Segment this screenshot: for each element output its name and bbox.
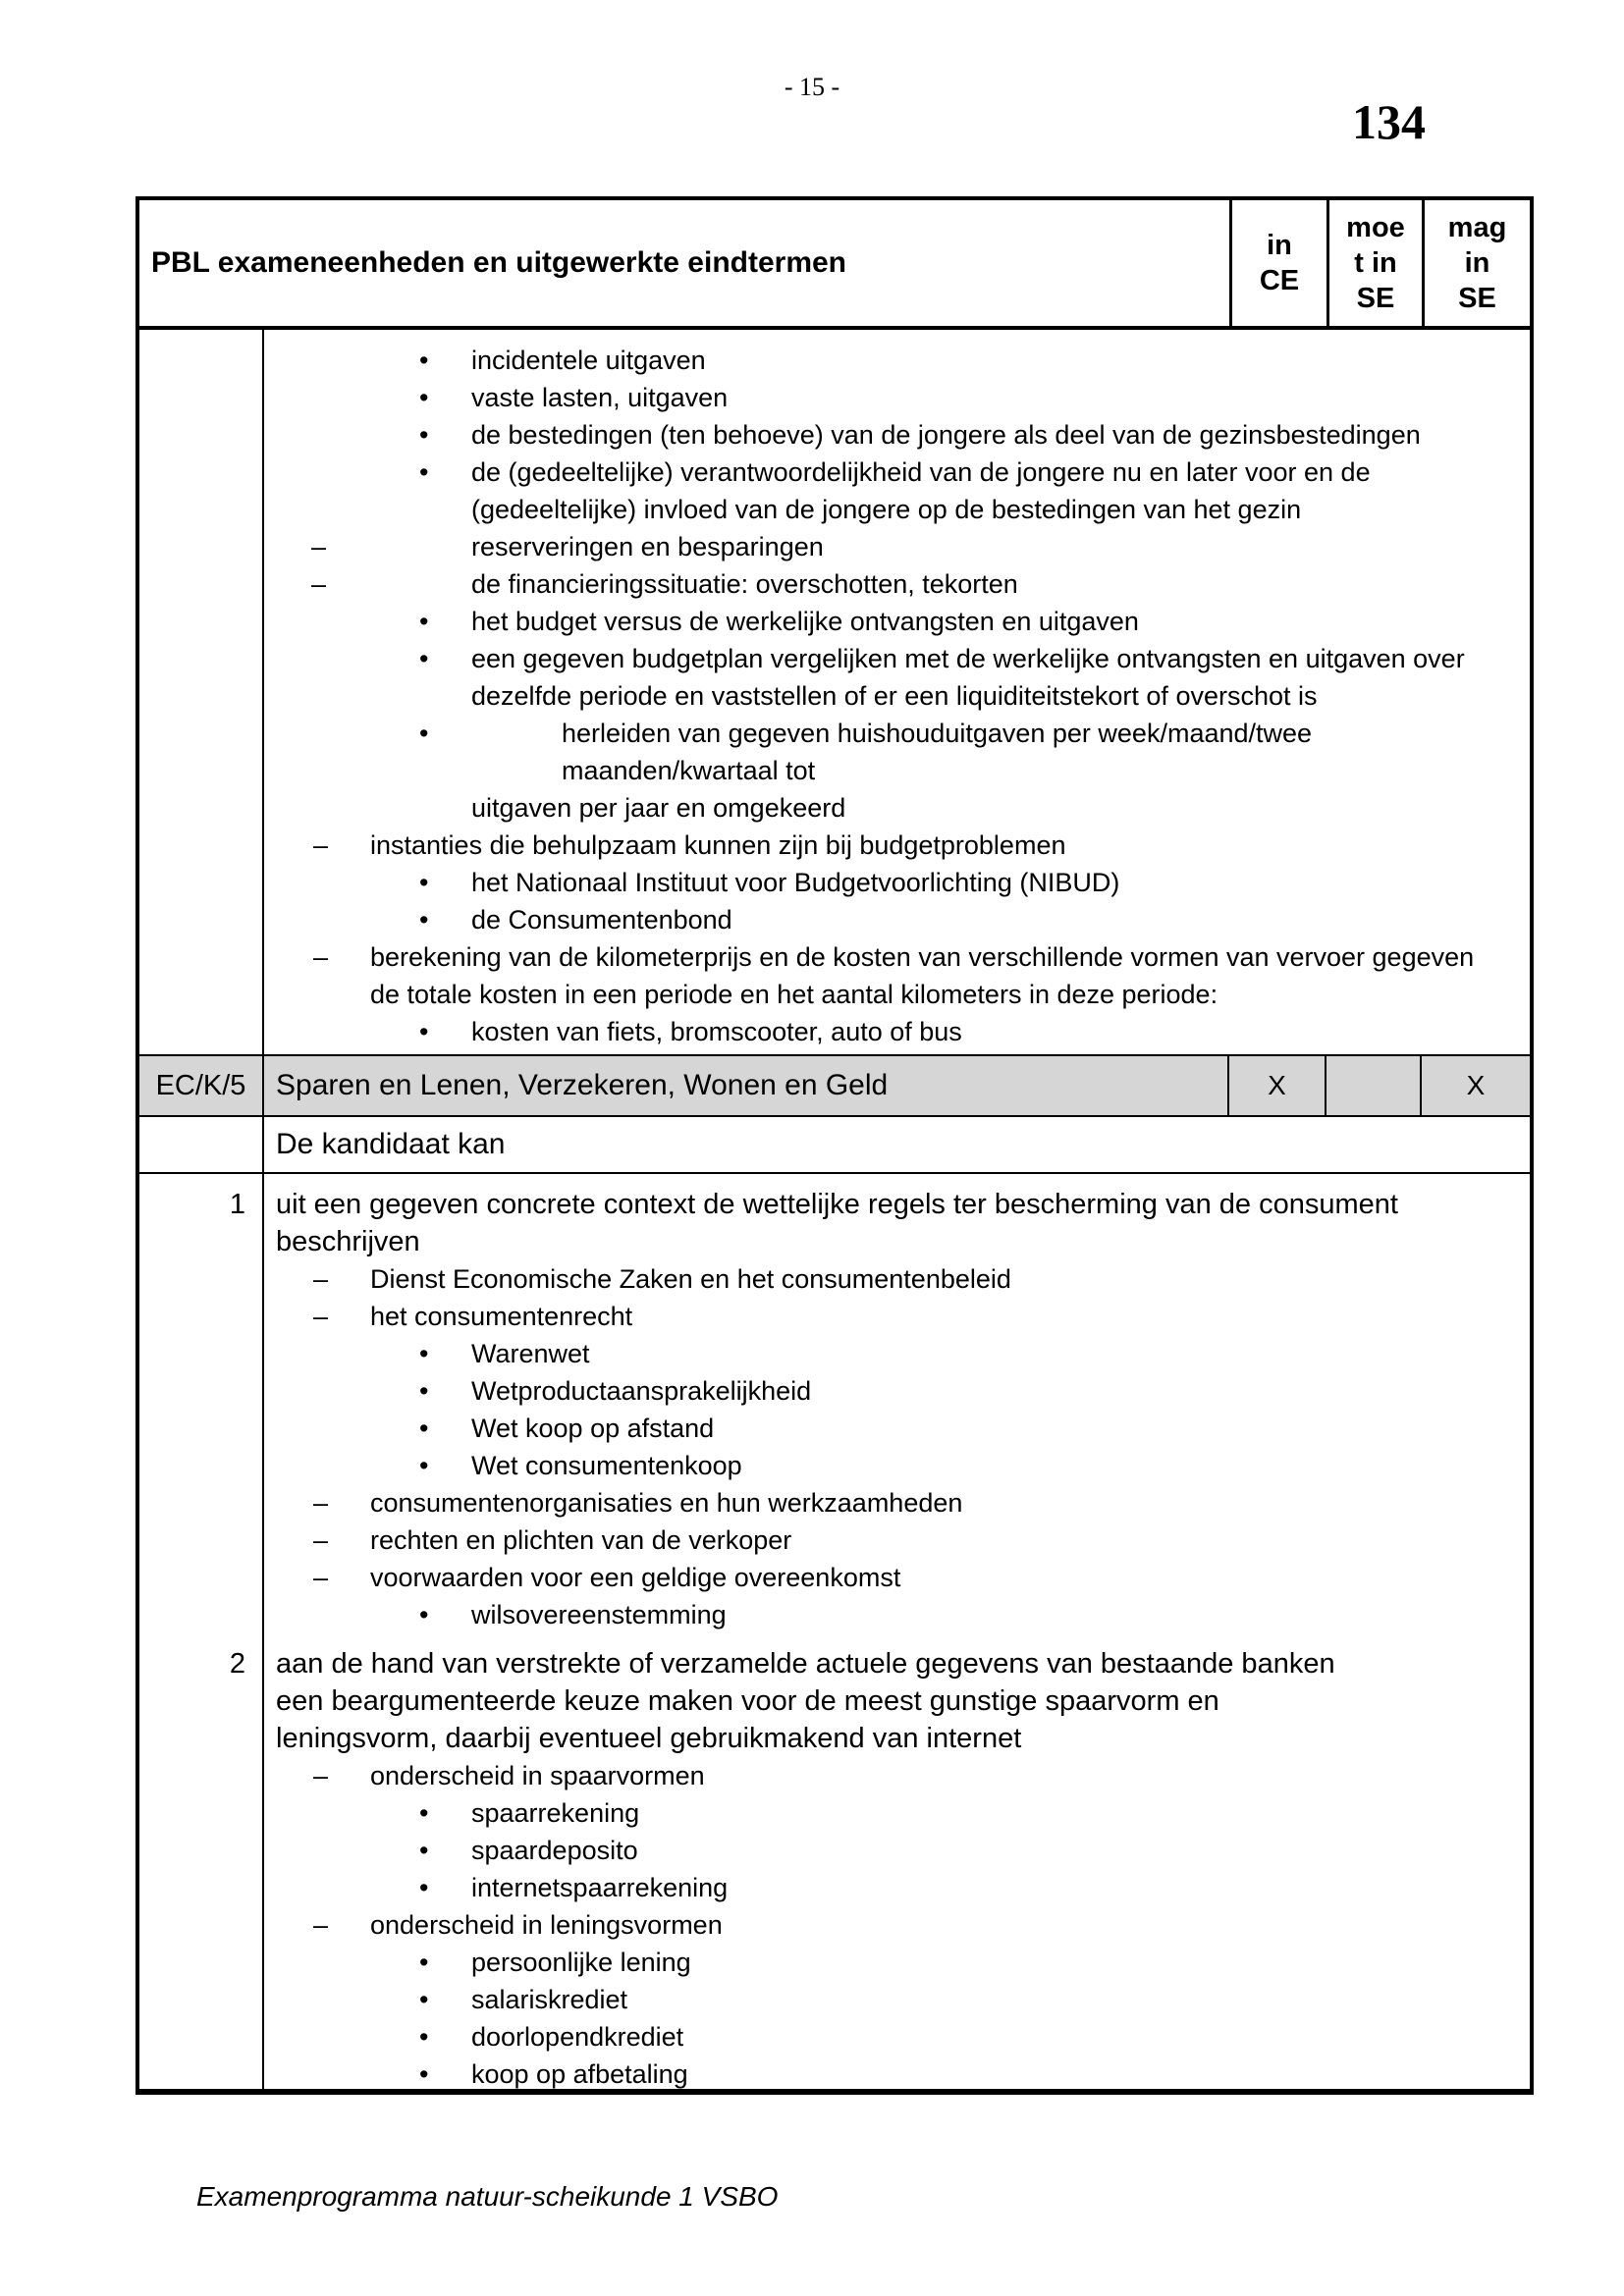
list-line: • doorlopendkrediet xyxy=(264,2018,1530,2056)
page-index-number: 134 xyxy=(1352,94,1426,149)
list-line: • Warenwet xyxy=(264,1335,1530,1372)
bullet-icon: • xyxy=(419,719,429,748)
list-line: • spaarrekening xyxy=(264,1794,1530,1832)
list-line: de totale kosten in een periode en het aantal kilometers in deze periode: xyxy=(370,980,1218,1009)
list-line: – reserveringen en besparingen xyxy=(264,528,1530,565)
list-line: • persoonlijke lening xyxy=(264,1944,1530,1981)
bullet-icon: • xyxy=(419,2022,429,2052)
dash-icon: – xyxy=(311,569,327,599)
list-line: • kosten van fiets, bromscooter, auto of bus xyxy=(264,1013,1530,1050)
list-line: • spaardeposito xyxy=(264,1832,1530,1869)
item-number: 1 xyxy=(229,1189,245,1220)
dash-icon: – xyxy=(313,1264,329,1294)
dash-icon: – xyxy=(313,830,329,860)
section-mark-in-ce: X xyxy=(1227,1056,1325,1115)
bullet-icon: • xyxy=(419,644,429,673)
dash-icon: – xyxy=(313,1488,329,1518)
dash-icon: – xyxy=(311,532,327,561)
list-line: • internetspaarrekening xyxy=(264,1869,1530,1906)
table-header-row xyxy=(139,200,1530,330)
bullet-icon: • xyxy=(419,905,429,934)
numbered-items-row xyxy=(139,1174,1530,2089)
bullet-icon: • xyxy=(419,2059,429,2089)
dash-icon: – xyxy=(313,1910,329,1940)
bullet-icon: • xyxy=(419,1985,429,2014)
list-line: • het budget versus de werkelijke ontvangsten en uitgaven xyxy=(264,603,1530,640)
col-header-in-ce xyxy=(1229,200,1326,326)
bullet-icon: • xyxy=(419,868,429,897)
col-header-moet-in-se-label: moet in SE xyxy=(1346,212,1405,314)
dash-icon: – xyxy=(313,1525,329,1555)
document-footer: Examenprogramma natuur-scheikunde 1 VSBO xyxy=(196,2181,779,2212)
list-line: • het Nationaal Instituut voor Budgetvoorlichting (NIBUD) xyxy=(264,864,1530,901)
page-number: - 15 - xyxy=(784,73,840,101)
numbered-item xyxy=(229,1645,1530,2089)
col-header-in-ce-label: in CE xyxy=(1259,230,1300,296)
list-line: – consumentenorganisaties en hun werkzaamheden xyxy=(264,1484,1530,1522)
list-line: • Wet consumentenkoop xyxy=(264,1447,1530,1484)
item-text-line: uit een gegeven concrete context de wettelijke regels ter bescherming van de consument xyxy=(276,1189,1398,1220)
bullet-icon: • xyxy=(419,1798,429,1828)
list-line: – instanties die behulpzaam kunnen zijn bij budgetproblemen xyxy=(264,827,1530,864)
bullet-icon: • xyxy=(419,346,429,375)
list-line: • de (gedeeltelijke) verantwoordelijkheid van de jongere nu en later voor en de xyxy=(264,454,1530,491)
bullet-icon: • xyxy=(419,1600,429,1629)
list-line: • een gegeven budgetplan vergelijken met de werkelijke ontvangsten en uitgaven over xyxy=(264,640,1530,677)
numbered-item xyxy=(229,1186,1530,1633)
bullet-icon: • xyxy=(419,1376,429,1406)
bullet-icon: • xyxy=(419,1339,429,1368)
bullet-icon: • xyxy=(419,1836,429,1865)
section-row-eck5 xyxy=(139,1056,1530,1117)
dash-icon: – xyxy=(313,1761,329,1790)
col-header-mag-in-se-label: mag in SE xyxy=(1447,212,1507,314)
intro-list xyxy=(264,330,1530,1054)
item-text-line: een beargumenteerde keuze maken voor de meest gunstige spaarvorm en xyxy=(276,1685,1219,1717)
dash-icon: – xyxy=(313,1302,329,1331)
item-text-line: aan de hand van verstrekte of verzamelde actuele gegevens van bestaande banken xyxy=(276,1648,1335,1680)
list-line: – onderscheid in leningsvormen xyxy=(264,1906,1530,1944)
list-line: • de bestedingen (ten behoeve) van de jongere als deel van de gezinsbestedingen xyxy=(264,416,1530,454)
section-mark-mag-in-se: X xyxy=(1420,1056,1530,1115)
list-line: maanden/kwartaal tot xyxy=(562,756,816,785)
list-line: – onderscheid in spaarvormen xyxy=(264,1757,1530,1794)
section-code: EC/K/5 xyxy=(155,1069,246,1101)
intro-list-row xyxy=(139,330,1530,1056)
list-line: • Wet koop op afstand xyxy=(264,1410,1530,1447)
list-line: • vaste lasten, uitgaven xyxy=(264,379,1530,416)
list-line: – rechten en plichten van de verkoper xyxy=(264,1522,1530,1559)
list-line: – voorwaarden voor een geldige overeenkomst xyxy=(264,1559,1530,1596)
list-line: • de Consumentenbond xyxy=(264,901,1530,938)
list-line: – de financieringssituatie: overschotten, tekorten xyxy=(264,565,1530,603)
candidate-row xyxy=(139,1117,1530,1174)
exam-units-table xyxy=(135,196,1534,2095)
section-mark-moet-in-se xyxy=(1325,1056,1420,1115)
col-header-moet-in-se xyxy=(1326,200,1422,326)
list-line: • wilsovereenstemming xyxy=(264,1596,1530,1633)
bullet-icon: • xyxy=(419,420,429,450)
section-title: Sparen en Lenen, Verzekeren, Wonen en Geld xyxy=(262,1056,1227,1115)
bullet-icon: • xyxy=(419,1873,429,1902)
list-line: (gedeeltelijke) invloed van de jongere op de bestedingen van het gezin xyxy=(471,495,1302,524)
bullet-icon: • xyxy=(419,383,429,412)
bullet-icon: • xyxy=(419,457,429,487)
dash-icon: – xyxy=(313,1563,329,1592)
list-line: – berekening van de kilometerprijs en de kosten van verschillende vormen van vervoer gegeven xyxy=(264,938,1530,976)
list-line: – Dienst Economische Zaken en het consumentenbeleid xyxy=(264,1260,1530,1298)
list-line: • herleiden van gegeven huishouduitgaven per week/maand/twee xyxy=(264,715,1530,752)
bullet-icon: • xyxy=(419,1948,429,1977)
item-text-line: beschrijven xyxy=(276,1226,420,1257)
list-line: – het consumentenrecht xyxy=(264,1298,1530,1335)
dash-icon: – xyxy=(313,942,329,972)
numbered-items xyxy=(229,1186,1530,2089)
table-title: PBL exameneenheden en uitgewerkte eindtermen xyxy=(151,246,847,279)
item-text-line: leningsvorm, daarbij eventueel gebruikmakend van internet xyxy=(276,1723,1022,1754)
col-header-mag-in-se xyxy=(1422,200,1530,326)
bullet-icon: • xyxy=(419,1017,429,1046)
list-line: • Wetproductaansprakelijkheid xyxy=(264,1372,1530,1410)
bullet-icon: • xyxy=(419,607,429,636)
bullet-icon: • xyxy=(419,1414,429,1443)
code-column-spacer xyxy=(139,1117,264,1172)
list-line: dezelfde periode en vaststellen of er een liquiditeitstekort of overschot is xyxy=(471,681,1318,711)
list-line: uitgaven per jaar en omgekeerd xyxy=(471,793,846,823)
list-line: • koop op afbetaling xyxy=(264,2056,1530,2089)
code-column-spacer xyxy=(139,330,264,1054)
bullet-icon: • xyxy=(419,1451,429,1480)
list-line: • incidentele uitgaven xyxy=(264,342,1530,379)
item-number: 2 xyxy=(229,1648,245,1680)
list-line: • salariskrediet xyxy=(264,1981,1530,2018)
candidate-line: De kandidaat kan xyxy=(276,1128,506,1160)
